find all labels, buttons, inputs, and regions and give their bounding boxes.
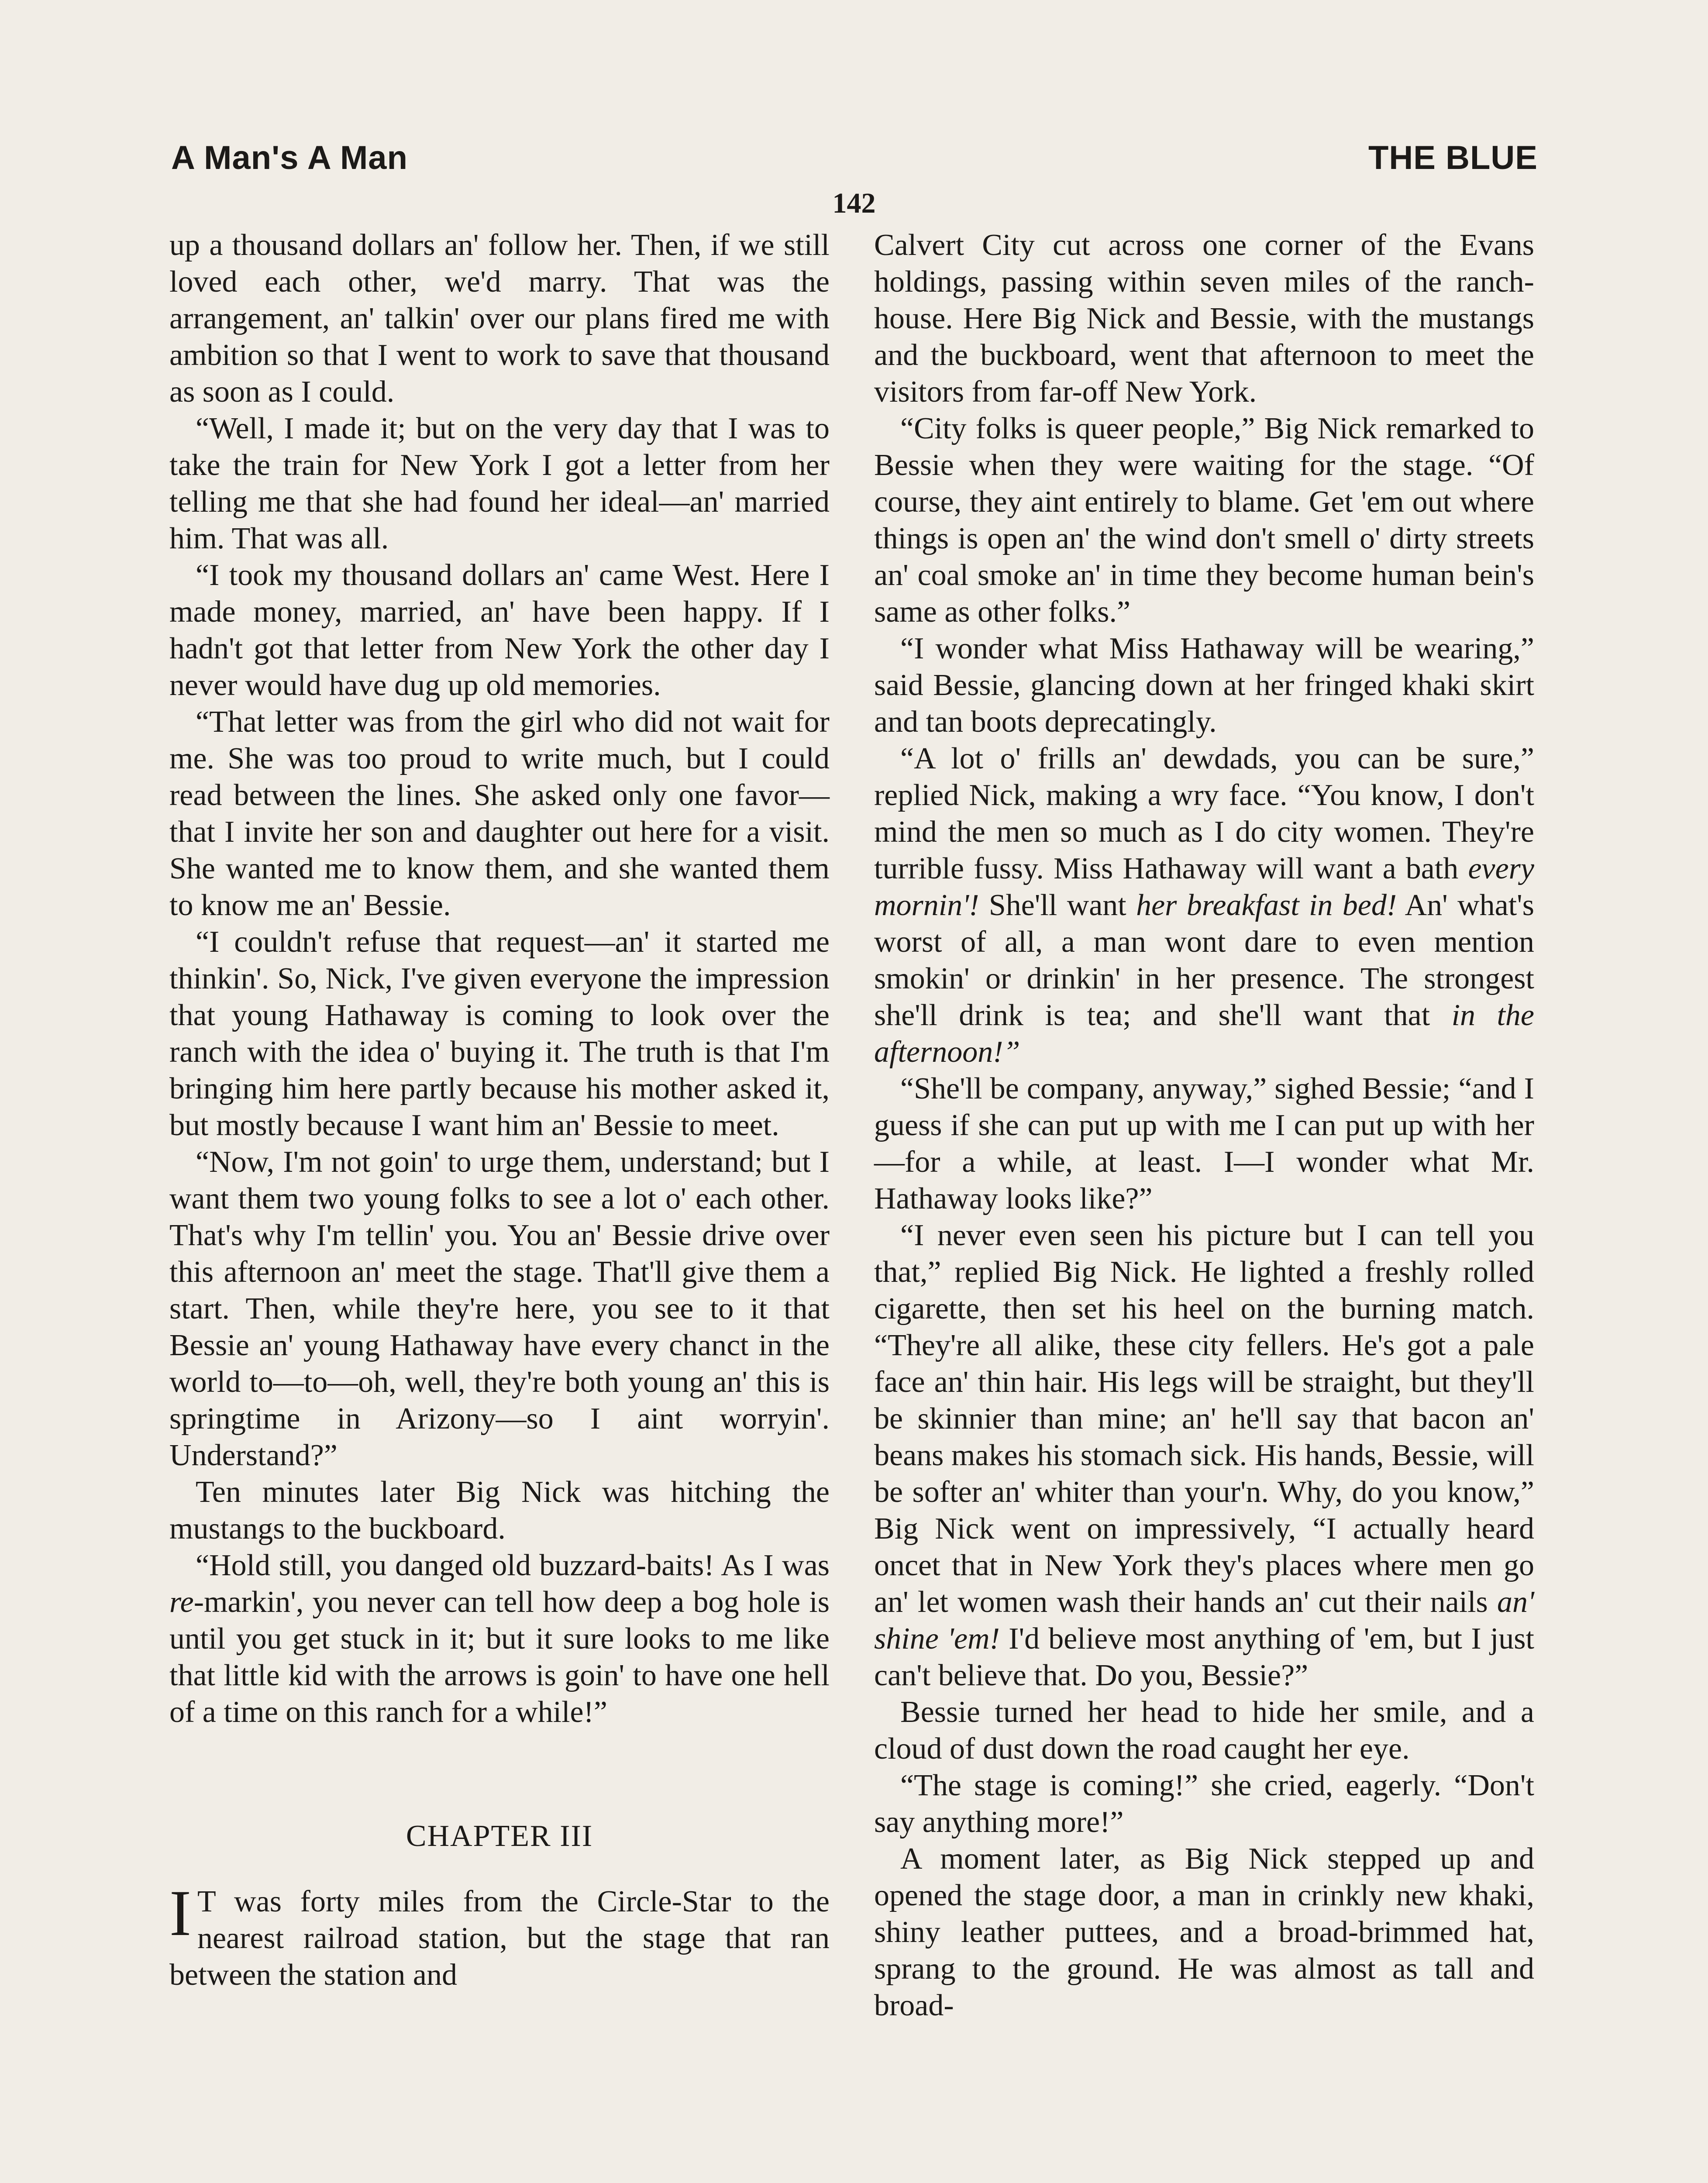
paragraph: “I wonder what Miss Hathaway will be wearing,” said Bessie, glancing down at her fringed khaki skirt and tan boots deprecatingly. xyxy=(874,632,1534,739)
right-text-column xyxy=(874,227,1534,2024)
text-run: -markin', you never can tell how deep a bog hole is until you get stuck in it; but it sure looks to me like that little kid with the arrows is goin' to have one hell of a time on this ranch for a while!” xyxy=(169,1585,830,1729)
paragraph: “I took my thousand dollars an' came West. Here I made money, married, an' have been happy. If I hadn't got that letter from New York the other day I never would have dug up old memories. xyxy=(169,558,830,702)
paragraph: “That letter was from the girl who did not wait for me. She was too proud to write much, but I could read between the lines. She asked only one favor—that I invite her son and daughter out here for a visit. She wanted me to know them, and she wanted them to know me an' Bessie. xyxy=(169,705,830,922)
italic-text: re xyxy=(169,1585,194,1619)
paragraph: “City folks is queer people,” Big Nick remarked to Bessie when they were waiting for the stage. “Of course, they aint entirely to blame. Get 'em out where things is open an' the wind don't smell o' dirty streets an' coal smoke an' in time they become human bein's same as other folks.” xyxy=(874,412,1534,629)
text-run: An' what's worst of all, a man wont dare to even mention smokin' or drinkin' in her presence. The strongest she'll drink is tea; and she'll want that xyxy=(874,888,1534,1032)
paragraph: “Well, I made it; but on the very day that I was to take the train for New York I got a letter from her telling me that she had found her ideal—an' married him. That was all. xyxy=(169,412,830,555)
text-run: “Hold still, you danged old buzzard-baits! As I was xyxy=(196,1549,830,1582)
paragraph: A moment later, as Big Nick stepped up and opened the stage door, a man in crinkly new khaki, shiny leather puttees, and a broad-brimmed hat, sprang to the ground. He was almost as tall and broad- xyxy=(874,1842,1534,2022)
text-run: She'll want xyxy=(979,888,1136,922)
text-run: “I never even seen his picture but I can tell you that,” replied Big Nick. He lighted a freshly rolled cigarette, then set his heel on the burning match. “They're all alike, these city fellers. He's got a pale face an' thin hair. His legs will be straight, but they'll be skinnier than mine; an' he'll say that bacon an' beans makes his stomach sick. His hands, Bessie, will be softer an' whiter than your'n. Why, do you know,” Big Nick went on impressively, “I actually heard oncet that in New York they's places where men go an' let women wash their hands an' cut their nails xyxy=(874,1219,1534,1619)
text-run: I'd believe most anything of 'em, but I just can't believe that. Do you, Bessie?” xyxy=(874,1622,1534,1692)
paragraph xyxy=(169,1547,830,1731)
italic-text: in the afternoon!” xyxy=(874,999,1534,1069)
story-title-header: A Man's A Man xyxy=(171,139,408,176)
paragraph: Ten minutes later Big Nick was hitching the mustangs to the buckboard. xyxy=(169,1475,830,1546)
paragraph: Calvert City cut across one corner of the Evans holdings, passing within seven miles of the ranch-house. Here Big Nick and Bessie, with the mustangs and the buckboard, went that afternoon to meet the visitors from far-off New York. xyxy=(874,228,1534,409)
text-run: “A lot o' frills an' dewdads, you can be sure,” replied Nick, making a wry face. “You know, I don't mind the men so much as I do city women. They're turrible fussy. Miss Hathaway will want a bath xyxy=(874,742,1534,885)
text-run: T was forty miles from the Circle-Star to the nearest railroad station, but the stage that ran between the station and xyxy=(169,1885,830,1992)
paragraph xyxy=(874,1217,1534,1694)
italic-text: every mornin'! xyxy=(874,852,1534,922)
left-text-column xyxy=(169,227,830,1994)
paragraph: “The stage is coming!” she cried, eagerly. “Don't say anything more!” xyxy=(874,1769,1534,1839)
paragraph xyxy=(874,740,1534,1071)
italic-text: an' shine 'em! xyxy=(874,1585,1534,1656)
paragraph: Bessie turned her head to hide her smile, and a cloud of dust down the road caught her eye. xyxy=(874,1695,1534,1766)
paragraph: “I couldn't refuse that request—an' it started me thinkin'. So, Nick, I've given everyone the impression that young Hathaway is coming to look over the ranch with the idea o' buying it. The truth is that I'm bringing him here partly because his mother asked it, but mostly because I want him an' Bessie to meet. xyxy=(169,925,830,1142)
paragraph: up a thousand dollars an' follow her. Then, if we still loved each other, we'd marry. That was the arrangement, an' talkin' over our plans fired me with ambition so that I went to work to save that thousand as soon as I could. xyxy=(169,228,830,409)
drop-cap: I xyxy=(169,1877,191,1949)
chapter-heading: CHAPTER III xyxy=(406,1819,593,1853)
page-number: 142 xyxy=(832,187,876,219)
magazine-title-header: THE BLUE xyxy=(1368,139,1538,176)
paragraph: “Now, I'm not goin' to urge them, understand; but I want them two young folks to see a lot o' each other. That's why I'm tellin' you. You an' Bessie drive over this afternoon an' meet the stage. That'll give them a start. Then, while they're here, you see to it that Bessie an' young Hathaway have every chanct in the world to—to—oh, well, they're both young an' this is springtime in Arizony—so I aint worryin'. Understand?” xyxy=(169,1145,830,1472)
paragraph xyxy=(169,1877,830,1994)
italic-text: her breakfast in bed! xyxy=(1136,888,1397,922)
paragraph: “She'll be company, anyway,” sighed Bessie; “and I guess if she can put up with me I can put up with her—for a while, at least. I—I wonder what Mr. Hathaway looks like?” xyxy=(874,1072,1534,1215)
